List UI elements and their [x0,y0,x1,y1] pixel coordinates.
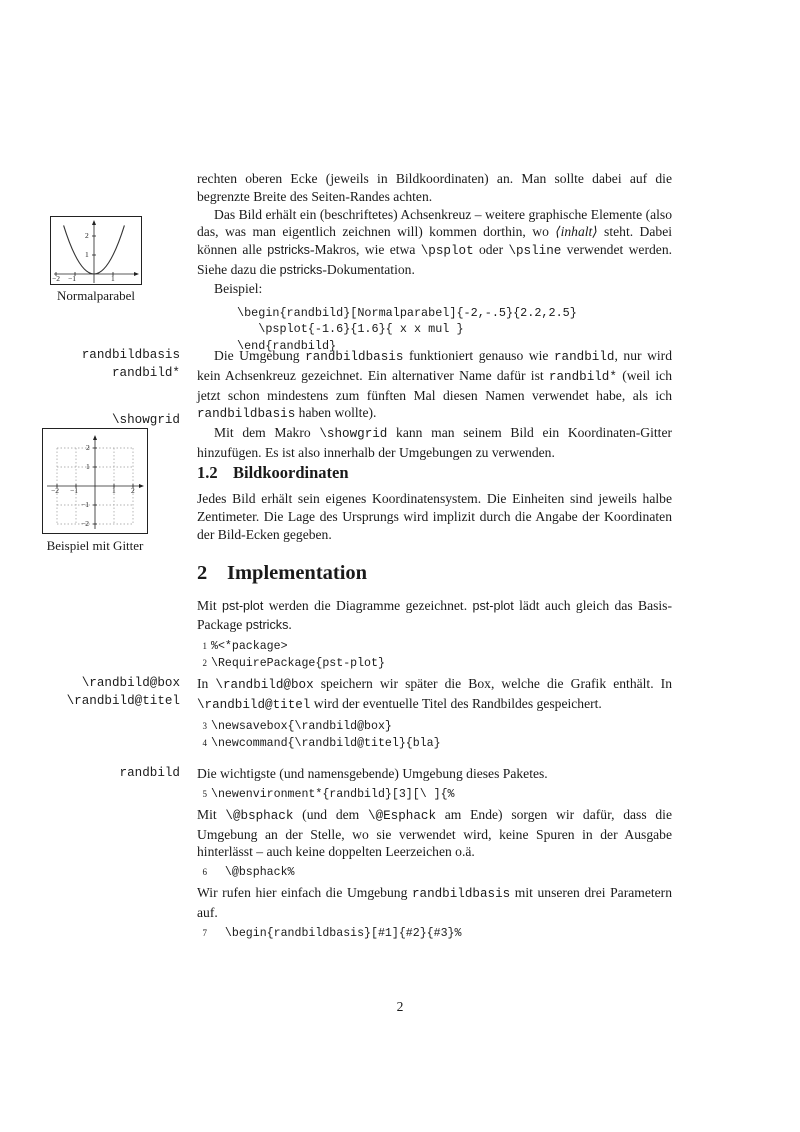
paragraph-pst-plot: Mit pst-plot werden die Diagramme gezeichnet. pst-plot lädt auch gleich das Basis-Package pstricks. [197,598,672,632]
x-tick-label: −1 [68,274,76,283]
parabola-plot-icon [51,217,141,284]
section-heading-1-2: 1.2 Bildkoordinaten [197,463,349,482]
figure-caption: Normalparabel [57,288,135,303]
paragraph-continuation: rechten oberen Ecke (jeweils in Bildkoordinaten) an. Man sollte dabei auf die begrenzte Breite des Seiten-Randes achten. [197,171,672,204]
margin-label-randbild-star: randbild* [111,366,180,380]
section-heading-2: 2 Implementation [197,562,368,584]
margin-label-randbild-box: \randbild@box [81,676,180,690]
section-1-2-body [197,490,672,543]
code-line: \end{randbild} [237,338,337,353]
code-line: 4 \newcommand{\randbild@titel}{bla} [202,736,441,750]
x-tick-label: 2 [131,486,135,495]
package-name: pstricks [267,243,310,258]
paragraph-showgrid: Mit dem Makro \showgrid kann man seinem Bild ein Koordinaten-Gitter hinzufügen. Es ist also innerhalb der Umgebungen zu verwenden. [197,425,673,460]
paragraph-randbildbasis: Die Umgebung randbildbasis funktioniert genauso wie randbild, nur wird kein Achsenkreuz gezeichnet. Ein alternativer Name dafür ist randbild* (weil ich jetzt schon mindestens zum fünften Mal diesen Namen verwendet habe, als ich randbildbasis haben wollte). [197,348,672,422]
code-line: 3 \newsavebox{\randbild@box} [202,719,392,733]
code-line: \psplot{-1.6}{1.6}{ x x mul } [237,322,464,337]
page-number: 2 [396,999,404,1014]
y-tick-label: 2 [86,443,90,452]
paragraph-call-randbildbasis: Wir rufen hier einfach die Umgebung randbildbasis mit unseren drei Parametern auf. [197,885,672,920]
figure-caption: Beispiel mit Gitter [46,538,144,553]
randbild-block [197,765,672,942]
inhalt-placeholder: ⟨inhalt⟩ [555,224,598,240]
y-tick-label: 1 [86,462,90,471]
y-tick-label: 1 [85,250,89,259]
code-line: \begin{randbild}[Normalparabel]{-2,-.5}{2.2,2.5} [237,305,577,320]
code-listing-1 [197,638,672,672]
paragraph-bildkoordinaten: Jedes Bild erhält sein eigenes Koordinatensystem. Die Einheiten sind jeweils halbe Zentimeter. Die Lage des Ursprungs wird implizit durch die Angabe der Koordinaten der Bild-Ecken gegeben. [197,491,672,542]
y-tick-label: −1 [81,500,89,509]
macro-name: \psplot [420,244,474,259]
code-line: 1 %<*package> [202,639,288,653]
beispiel-label: Beispiel: [214,280,263,296]
code-listing-4 [197,864,672,881]
paragraph-randbild: Die wichtigste (und namensgebende) Umgebung dieses Paketes. [197,766,548,781]
paragraph-bsphack: Mit \@bsphack (und dem \@Esphack am Ende) sorgen wir dafür, dass die Umgebung an der Stelle, wo sie verwendet wird, keine Spuren in der Ausgabe hinterlässt – auch keine doppelten Leerzeichen o.ä. [197,806,672,860]
code-listing-3 [197,786,672,803]
y-tick-label: −2 [81,519,89,528]
x-tick-label: 1 [111,274,115,283]
package-name: pstricks [279,262,323,277]
x-tick-label: 1 [112,486,116,495]
code-listing-5 [197,925,672,942]
margin-label-randbild: randbild [119,766,180,780]
paragraph-achsenkreuz: Das Bild erhält ein (beschriftetes) Achsenkreuz – weitere graphische Elemente (also das, was man eigentlich zeichnen will) kommen dorthin, wo ⟨inhalt⟩ steht. Dabei können alle pstricks-Makros, wie etwa \psplot oder \psline verwendet werden. Siehe dazu die pstricks-Dokumentation. [197,206,673,277]
figure-grid-example [42,428,148,534]
x-tick-label: −1 [70,486,78,495]
box-block [197,675,672,752]
margin-label-randbildbasis: randbildbasis [81,348,180,362]
code-line: 5 \newenvironment*{randbild}[3][\ ]{% [202,787,455,801]
code-listing-2 [197,718,672,752]
margin-label-randbild-titel: \randbild@titel [66,694,180,708]
code-line: 6 \@bsphack% [202,866,295,880]
x-tick-label: −2 [52,274,60,283]
paragraph-randbild-box: In \randbild@box speichern wir später die Box, welche die Grafik enthält. In \randbild@titel wird der eventuelle Titel des Randbildes gespeichert. [197,676,672,712]
margin-label-showgrid: \showgrid [111,413,180,427]
y-tick-label: 2 [85,231,89,240]
intro-block [197,170,672,354]
code-line: 2 \RequirePackage{pst-plot} [202,656,385,670]
section-2-intro [197,597,672,672]
randbildbasis-block [197,347,672,462]
code-line: 7 \begin{randbildbasis}[#1]{#2}{#3}% [202,926,462,940]
x-tick-label: −2 [51,486,59,495]
grid-plot-icon [43,429,147,533]
macro-name: \psline [508,244,562,259]
figure-normalparabel [50,216,142,285]
